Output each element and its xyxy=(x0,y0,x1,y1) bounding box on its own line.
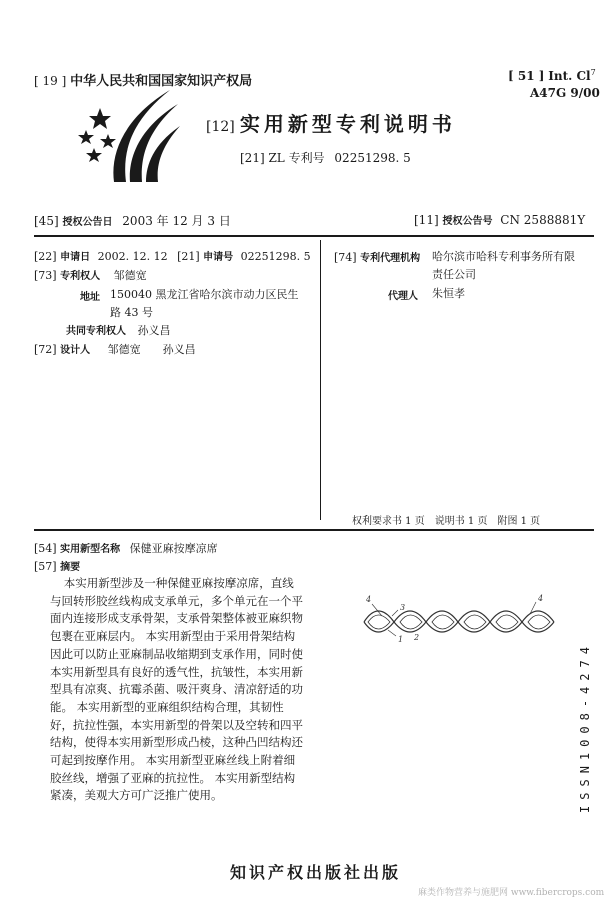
patent-number xyxy=(240,149,411,166)
abstract-line: 面内连接形成支承骨架，支承骨架整体被亚麻织物 xyxy=(50,611,303,626)
figure-label: 1 xyxy=(398,635,404,644)
figure-label: 3 xyxy=(400,603,406,612)
office-name: 中华人民共和国国家知识产权局 xyxy=(70,74,253,89)
agent-value: 朱恒孝 xyxy=(432,287,465,300)
office-header xyxy=(34,70,252,89)
int-cl xyxy=(508,68,596,83)
middle-divider xyxy=(34,529,594,531)
abstract-line: 与回转形胶丝线构成支承单元，多个单元在一个平 xyxy=(50,593,303,608)
grant-pub-value: CN 2588881Y xyxy=(500,213,586,227)
designer-code: [72] xyxy=(34,343,57,356)
filing-row xyxy=(34,248,311,263)
figure-leader-1 xyxy=(372,604,382,616)
figure-cell-6 xyxy=(528,615,550,629)
figure-cell-3 xyxy=(432,615,454,629)
patent-no-code: [21] xyxy=(240,151,265,165)
utility-title-row xyxy=(34,540,218,556)
co-patentee-value: 孙义昌 xyxy=(137,324,171,337)
figure-leader-2 xyxy=(392,610,398,616)
agency-line-2: 责任公司 xyxy=(432,268,476,281)
abstract-line: 可起到按摩作用。 本实用新型亚麻丝线上附着细 xyxy=(50,753,296,768)
int-cl-code: [ 51 ] xyxy=(508,69,545,83)
app-no-value: 02251298. 5 xyxy=(240,250,311,263)
designer-label: 设计人 xyxy=(60,345,91,356)
designer-row xyxy=(34,341,196,357)
co-patentee-row xyxy=(66,322,171,338)
title-value: 保健亚麻按摩凉席 xyxy=(129,542,218,555)
grant-pub-code: [11] xyxy=(414,213,439,227)
patentee-row xyxy=(34,267,147,283)
figure-top-strand xyxy=(364,611,554,622)
abstract-line: 因此可以防止亚麻制品收缩期到支承作用，同时使 xyxy=(50,646,303,661)
sipo-emblem-icon xyxy=(70,82,182,187)
issn-vertical: ISSN1008-4274 xyxy=(578,641,592,813)
title-code: [54] xyxy=(34,542,57,555)
mat-figure xyxy=(358,592,563,644)
doc-type-title: 实用新型专利说明书 xyxy=(239,112,456,136)
figure-label: 2 xyxy=(414,633,420,642)
int-cl-label: Int. Cl xyxy=(548,69,591,83)
abstract-line: 本实用新型涉及一种保健亚麻按摩凉席，直线 xyxy=(63,576,294,590)
doc-type xyxy=(206,108,456,137)
address-line-1: 150040 黑龙江省哈尔滨市动力区民生 xyxy=(110,288,299,301)
abstract-line: 型具有凉爽、抗霉杀菌、吸汗爽身、清凉舒适的功 xyxy=(50,682,303,697)
agency-row xyxy=(334,249,420,264)
co-patentee-label: 共同专利权人 xyxy=(66,326,126,337)
figure-leader-3 xyxy=(388,630,396,636)
abstract-line: 胶丝线，增强了亚麻的抗拉性。 本实用新型结构 xyxy=(50,770,296,785)
filing-date-code: [22] xyxy=(34,250,57,263)
issn-side-area xyxy=(572,620,598,835)
abstract-line: 包裹在亚麻层内。 本实用新型由于采用骨架结构 xyxy=(50,629,296,644)
address-line-2: 路 43 号 xyxy=(110,306,153,319)
watermark: 麻类作物营养与施肥网 www.fibercrops.com xyxy=(418,888,605,898)
grant-date-value: 2003 年 12 月 3 日 xyxy=(122,214,231,228)
agent-label: 代理人 xyxy=(388,291,418,302)
agency-line-1: 哈尔滨市哈科专利事务所有限 xyxy=(432,250,575,263)
address-label: 地址 xyxy=(80,292,100,303)
abstract-body xyxy=(50,575,303,805)
patentee-code: [73] xyxy=(34,269,57,282)
title-label: 实用新型名称 xyxy=(60,544,121,555)
app-no-code: [21] xyxy=(177,250,200,263)
center-divider xyxy=(320,240,321,520)
figure-cell-5 xyxy=(496,615,518,629)
figure-bottom-strand xyxy=(364,622,554,632)
agency-label: 专利代理机构 xyxy=(360,253,421,264)
grant-pub xyxy=(414,212,585,227)
app-no-label: 申请号 xyxy=(203,252,234,263)
abstract-line: 好，抗拉性强，本实用新型的骨架以及空转和四平 xyxy=(50,717,303,732)
abstract-head-row xyxy=(34,558,80,573)
agency-code: [74] xyxy=(334,251,357,264)
patentee-label: 专利权人 xyxy=(60,271,101,282)
figure-cell-2 xyxy=(400,615,422,629)
abstract-code: [57] xyxy=(34,560,57,573)
doc-type-code: [12] xyxy=(206,119,235,135)
abstract-line: 结构，使得本实用新型形成凸棱，这种凸凹结构还 xyxy=(50,735,303,750)
designer-value: 邹德宽 孙义昌 xyxy=(107,343,196,356)
publisher-footer: 知识产权出版社出版 xyxy=(230,863,402,882)
office-code: [ 19 ] xyxy=(34,74,67,88)
figure-cell-4 xyxy=(464,615,486,629)
grant-date-label: 授权公告日 xyxy=(62,217,113,228)
abstract-line: 紧凑，美观大方可广泛推广使用。 xyxy=(50,788,223,803)
grant-pub-label: 授权公告号 xyxy=(442,216,493,227)
abstract-label: 摘要 xyxy=(60,562,81,573)
top-divider xyxy=(34,235,594,237)
patent-no-label: ZL 专利号 xyxy=(268,151,325,165)
figure-label: 4 xyxy=(538,594,544,603)
abstract-line: 能。 本实用新型的亚麻组织结构合理，其韧性 xyxy=(50,699,284,714)
abstract-line: 本实用新型具有良好的透气性，抗皱性，本实用新 xyxy=(50,664,303,679)
patent-no-value: 02251298. 5 xyxy=(334,151,411,165)
int-cl-superscript: 7 xyxy=(590,68,596,77)
figure-cell-1 xyxy=(368,615,390,629)
int-cl-value: A47G 9/00 xyxy=(530,86,600,100)
grant-date xyxy=(34,212,231,229)
grant-date-code: [45] xyxy=(34,214,59,228)
figure-label: 4 xyxy=(366,595,372,604)
patentee-value: 邹德宽 xyxy=(113,269,147,282)
pages-note: 权利要求书 1 页 说明书 1 页 附图 1 页 xyxy=(352,516,541,527)
filing-date-label: 申请日 xyxy=(60,252,91,263)
filing-date-value: 2002. 12. 12 xyxy=(97,250,168,263)
